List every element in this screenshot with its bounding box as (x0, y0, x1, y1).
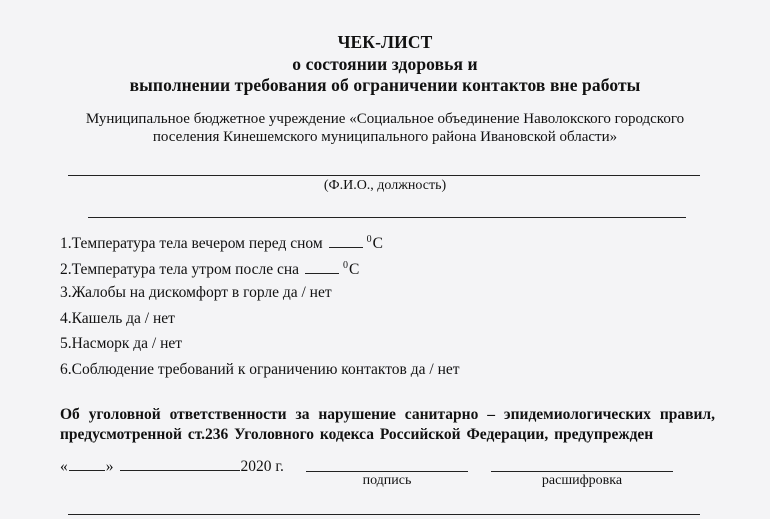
signature-decode-caption: расшифровка (541, 473, 623, 488)
signature-decode-field[interactable] (491, 471, 673, 472)
bottom-rule (68, 514, 700, 515)
document-subtitle-line2: выполнении требования об ограничении контактов вне работы (129, 75, 641, 95)
item-throat[interactable]: 3.Жалобы на дискомфорт в горле да / нет (60, 284, 332, 301)
date-line (60, 456, 284, 476)
item-temperature-morning (60, 259, 359, 281)
celsius-unit: С (372, 235, 383, 252)
degree-mark: 0 (343, 260, 349, 271)
organization-line2: поселения Кинешемского муниципального района Ивановской области» (152, 129, 618, 145)
signature-field[interactable] (306, 471, 468, 472)
item-runny-nose[interactable]: 5.Насморк да / нет (60, 335, 183, 352)
quote-open: « (60, 458, 68, 475)
item-temperature-evening-label: 1.Температура тела вечером перед сном (60, 235, 323, 252)
quote-close: » (105, 458, 114, 475)
name-position-caption: (Ф.И.О., должность) (323, 178, 447, 193)
temperature-morning-field[interactable] (305, 259, 339, 274)
month-field[interactable] (120, 456, 240, 471)
year-label: 2020 г. (240, 458, 284, 475)
organization-line1: Муниципальное бюджетное учреждение «Социальное объединение Наволокского городского (85, 111, 685, 127)
degree-mark: 0 (366, 234, 372, 245)
item-temperature-morning-label: 2.Температура тела утром после сна (60, 261, 300, 278)
item-temperature-evening (60, 233, 383, 255)
celsius-unit: С (349, 261, 360, 278)
second-entry-field[interactable] (88, 217, 686, 218)
document-subtitle-line1: о состоянии здоровья и (292, 54, 478, 74)
temperature-evening-field[interactable] (329, 233, 363, 248)
signature-caption: подпись (362, 473, 412, 488)
liability-warning: Об уголовной ответственности за нарушение санитарно – эпидемиологических правил, предусмотренной ст.236 Уголовного кодекса Российской Федерации, предупрежден (60, 406, 715, 443)
item-contacts[interactable]: 6.Соблюдение требований к ограничению контактов да / нет (60, 361, 460, 378)
item-cough[interactable]: 4.Кашель да / нет (60, 310, 175, 327)
day-field[interactable] (69, 456, 105, 471)
document-title: ЧЕК-ЛИСТ (337, 32, 433, 52)
name-position-field[interactable] (68, 175, 700, 176)
